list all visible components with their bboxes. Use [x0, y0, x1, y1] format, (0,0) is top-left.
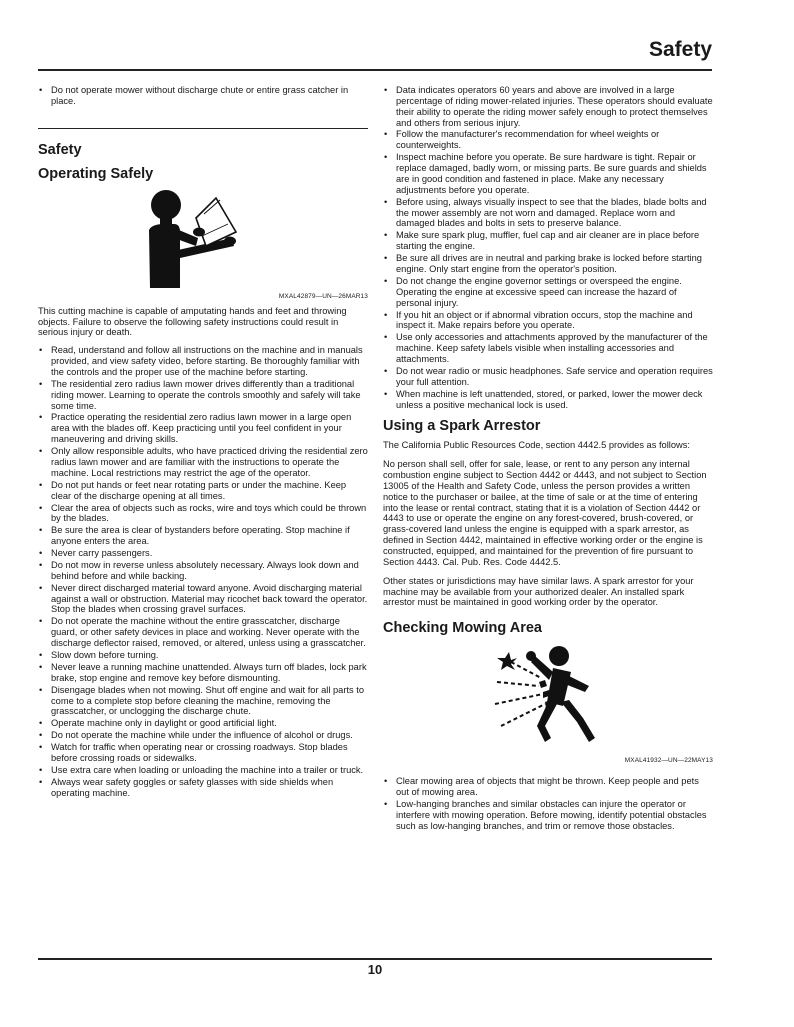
spark-arrestor-paragraph-1: The California Public Resources Code, section 4442.5 provides as follows:: [383, 440, 690, 451]
list-item: • Slow down before turning.: [38, 650, 368, 661]
list-item: • Be sure all drives are in neutral and parking brake is locked before starting engine. Only start engine from the operator's position.: [383, 253, 713, 275]
left-top-bullet-list: [38, 85, 368, 107]
list-item: • Never carry passengers.: [38, 548, 368, 559]
checking-mowing-area-heading: Checking Mowing Area: [383, 620, 542, 637]
list-item: • Before using, always visually inspect to see that the blades, blade bolts and the mower assembly are not worn and damaged. Replace worn and damaged blades and bolts in sets to preserve balance.: [383, 197, 713, 230]
list-item: • Watch for traffic when operating near or crossing roadways. Stop blades before crossing roads or sidewalks.: [38, 742, 368, 764]
list-item: • Do not wear radio or music headphones. Safe service and operation requires your full attention.: [383, 366, 713, 388]
list-item: • Data indicates operators 60 years and above are involved in a large percentage of riding mower-related injuries. These operators should evaluate their ability to operate the riding mower safely enough to protect themselves and others from serious injury.: [383, 85, 713, 128]
list-item: • Use only accessories and attachments approved by the manufacturer of the machine. Keep safety labels visible when installing accessories and attachments.: [383, 332, 713, 365]
thrown-objects-hazard-icon: [491, 642, 611, 752]
list-item: • Do not operate the machine while under the influence of alcohol or drugs.: [38, 730, 368, 741]
person-reading-manual-icon: [144, 188, 240, 292]
list-item: • Use extra care when loading or unloading the machine into a trailer or truck.: [38, 765, 368, 776]
figure-caption: MXAL41932—UN—22MAY13: [624, 757, 713, 765]
list-item: • Clear the area of objects such as rocks, wire and toys which could be thrown by the blades.: [38, 503, 368, 525]
list-item: • When machine is left unattended, stored, or parked, lower the mower deck unless a positive mechanical lock is used.: [383, 389, 713, 411]
list-item: • Always wear safety goggles or safety glasses with side shields when operating machine.: [38, 777, 368, 799]
list-item: • Never direct discharged material toward anyone. Avoid discharging material against a wall or obstruction. Material may ricochet back toward the operator. Stop the blades when crossing gravel surfaces.: [38, 583, 368, 616]
list-item: • The residential zero radius lawn mower drives differently than a traditional riding mower. Learning to operate the controls smoothly and safely will take some time.: [38, 379, 368, 412]
list-item: • Low-hanging branches and similar obstacles can injure the operator or interfere with mowing operation. Before mowing, identify potential obstacles such as low-hanging branches, and trim or remove those obstacles.: [383, 799, 713, 832]
list-item: • Never leave a running machine unattended. Always turn off blades, lock park brake, stop engine and remove key before dismounting.: [38, 662, 368, 684]
list-item: • Do not operate the machine without the entire grasscatcher, discharge guard, or other safety devices in place and working. Never operate with the discharge deflector raised, removed, or altered, unless using a grasscatcher.: [38, 616, 368, 649]
list-item: • Operate machine only in daylight or good artificial light.: [38, 718, 368, 729]
section-title: Safety: [38, 141, 82, 158]
intro-paragraph: This cutting machine is capable of amputating hands and feet and throwing objects. Failure to observe the following safety instructions could result in serious injury or death.: [38, 305, 347, 338]
spark-arrestor-paragraph-2: No person shall sell, offer for sale, lease, or rent to any person any internal combustion engine subject to Section 4442 or 4443, and not subject to Section 13005 of the Health and Safety Code, unless the person provides a written notice to the purchaser or bailee, at the time of sale or at the time of entering into the lease or rental contract, stating that it is a violation of Section 4442 or 4443 to use or operate the engine on any forest-covered, brush-covered, or grass-covered land unless the engine is equipped with a spark arrestor, as defined in Section 4442, maintained in effective working order or the engine is constructed, equipped, and maintained for the prevention of fire pursuant to Section 4443. Cal. Pub. Res. Code 4442.5.: [383, 459, 707, 567]
figure-reading-manual: [38, 182, 368, 300]
operating-safely-bullet-list-continued: [383, 85, 713, 410]
operating-safely-bullet-list: [38, 345, 368, 798]
list-item: • Be sure the area is clear of bystanders before operating. Stop machine if anyone enters the area.: [38, 525, 368, 547]
list-item: • Do not operate mower without discharge chute or entire grass catcher in place.: [38, 85, 368, 107]
list-item: • If you hit an object or if abnormal vibration occurs, stop the machine and inspect it. Make repairs before you operate.: [383, 310, 713, 332]
list-item: • Do not mow in reverse unless absolutely necessary. Always look down and behind before and while backing.: [38, 560, 368, 582]
page-title: Safety: [648, 38, 712, 61]
figure-thrown-objects: [383, 642, 713, 764]
right-column: [383, 85, 713, 833]
list-item: • Practice operating the residential zero radius lawn mower in a large open area with the blades off. Keep practicing until you feel confident in your maneuvering and driving skills.: [38, 412, 368, 445]
list-item: • Follow the manufacturer's recommendation for wheel weights or counterweights.: [383, 129, 713, 151]
list-item: • Make sure spark plug, muffler, fuel cap and air cleaner are in place before starting the engine.: [383, 230, 713, 252]
mowing-area-bullet-list: [383, 776, 713, 831]
spark-arrestor-heading: Using a Spark Arrestor: [383, 418, 541, 435]
list-item: • Clear mowing area of objects that might be thrown. Keep people and pets out of mowing area.: [383, 776, 713, 798]
page-number: 10: [367, 962, 383, 977]
header-rule: [38, 69, 712, 71]
left-column: [38, 85, 368, 800]
section-divider: [38, 128, 368, 129]
list-item: • Only allow responsible adults, who have practiced driving the residential zero radius lawn mower and are familiar with the instructions to operate the machine. Local restrictions may restrict the age of the operator.: [38, 446, 368, 479]
spark-arrestor-paragraph-3: Other states or jurisdictions may have similar laws. A spark arrestor for your machine may be available from your authorized dealer. An installed spark arrestor must be maintained in good working order by the operator.: [383, 575, 694, 608]
footer-rule: [38, 958, 712, 960]
list-item: • Disengage blades when not mowing. Shut off engine and wait for all parts to come to a complete stop before cleaning the machine, removing the grasscatcher, or unclogging the discharge chute.: [38, 685, 368, 718]
list-item: • Inspect machine before you operate. Be sure hardware is tight. Repair or replace damaged, badly worn, or missing parts. Be sure guards and shields are in good condition and fastened in place. Make any necessary adjustments before you operate.: [383, 152, 713, 195]
operating-safely-heading: Operating Safely: [38, 165, 154, 182]
list-item: • Do not put hands or feet near rotating parts or under the machine. Keep clear of the discharge opening at all times.: [38, 480, 368, 502]
list-item: • Do not change the engine governor settings or overspeed the engine. Operating the engine at excessive speed can increase the hazard of personal injury.: [383, 276, 713, 309]
figure-caption: MXAL42879—UN—26MAR13: [278, 292, 368, 300]
list-item: • Read, understand and follow all instructions on the machine and in manuals provided, and view safety video, before starting. Be thoroughly familiar with the controls and the proper use of the machine before starting.: [38, 345, 368, 378]
